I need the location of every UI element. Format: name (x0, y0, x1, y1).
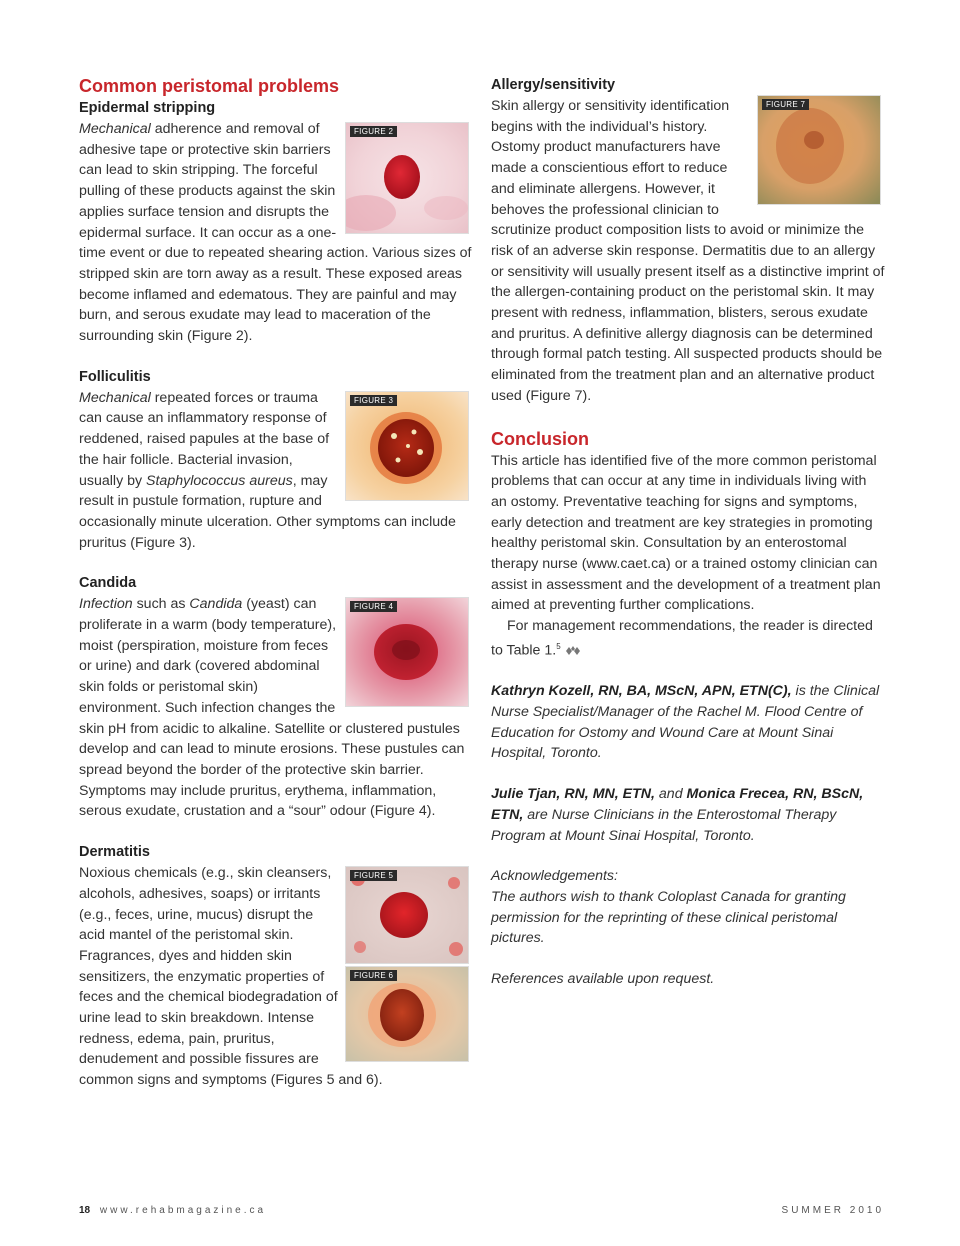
footer-left (79, 1205, 266, 1216)
references-note: References available upon request. (491, 971, 715, 988)
candida-heading: Candida (79, 575, 137, 592)
epidermal-text: Mechanical adherence and removal of adhesive tape or protective skin barriers can lead to skin stripping. The forceful pulling of these products against the skin applies surface tension and disrupts the epidermal surface. It can occur as a one-time event or due to repeated shearing action. Various sizes of stripped skin are torn away as a result. These exposed areas become inflamed and edematous. They are painful and may burn, and serous exudate may lead to maceration of the surrounding skin (Figure 2). (79, 121, 472, 345)
dermatitis-text: Noxious chemicals (e.g., skin cleansers, alcohols, adhesives, soaps) or irritants (e.g., feces, urine, mucus) disrupt the acid mantel of the peristomal skin. Fragrances, dyes and hidden skin sensitizers, the enzymatic properties of feces and the chemical biodegradation of urine lead to skin breakdown. Intense redness, edema, pain, pruritus, denudement and possible fissures are common signs and symptoms (Figures 5 and 6). (79, 865, 383, 1089)
figure-5 (346, 867, 468, 963)
bio-tjan-frecea: Julie Tjan, RN, MN, ETN, and Monica Frecea, RN, BScN, ETN, are Nurse Clinicians in the Enterostomal Therapy Program at Mount Sinai Hospital, Toronto. (491, 786, 864, 844)
folliculitis-text: Mechanical repeated forces or trauma can cause an inflammatory response of reddened, raised papules at the base of the hair follicle. Bacterial invasion, usually by Staphylococcus aureus, may result in pustule formation, rupture and occasionally minute ulceration. Other symptoms can include pruritus (Figure 3). (79, 389, 456, 551)
figure-7-label: FIGURE 7 (762, 99, 809, 110)
page-number: 18 (79, 1205, 91, 1216)
figure-3 (346, 392, 468, 500)
allergy-heading: Allergy/sensitivity (491, 77, 616, 93)
figure-4-label: FIGURE 4 (350, 601, 397, 612)
figure-4 (346, 598, 468, 706)
acknowledgements-text: The authors wish to thank Coloplast Canada for granting permission for the reprinting of these clinical peristomal pictures. (491, 888, 846, 947)
issue-label: SUMMER 2010 (781, 1205, 884, 1216)
figure-7 (758, 96, 880, 204)
conclusion-text: This article has identified five of the more common peristomal problems that can occur at any time in individuals living with an ostomy. Preventative teaching for signs and symptoms, early detection and treatment are key strategies in promoting healthy peristomal skin. Consultation by an enterostomal therapy nurse (www.caet.ca) or a trained ostomy clinician can assist in assessment and the development of a treatment plan aimed at preventing further complications. (491, 452, 881, 614)
website-link[interactable]: www.rehabmagazine.ca (99, 1205, 267, 1216)
acknowledgements-heading: Acknowledgements: (491, 868, 618, 885)
dermatitis-heading: Dermatitis (79, 844, 150, 861)
figure-5-label: FIGURE 5 (350, 870, 397, 881)
bio-kozell: Kathryn Kozell, RN, BA, MScN, APN, ETN(C), is the Clinical Nurse Specialist/Manager of the Rachel M. Flood Centre of Education for Ostomy and Wound Care at Mount Sinai Hospital, Toronto. (491, 683, 880, 762)
end-mark-icon (565, 646, 581, 656)
figure-2 (346, 123, 468, 233)
conclusion-heading: Conclusion (491, 428, 589, 449)
section-title: Common peristomal problems (79, 76, 340, 96)
candida-text: Infection such as Candida (yeast) can proliferate in a warm (body temperature), moist (perspiration, moisture from feces or urine) and dark (covered abdominal skin folds or peristomal skin) environment. Such infection changes the skin pH from acidic to alkaline. Satellite or clustered pustules develop and can lead to minute erosions. These pustules can spread beyond the border of the protective skin barrier. Symptoms may include pruritus, erythema, inflammation, serous exudate, crustation and a “sour” odour (Figure 4). (79, 596, 465, 820)
figure-2-label: FIGURE 2 (350, 126, 397, 137)
right-column (491, 74, 886, 990)
conclusion-text-2: For management recommendations, the reader is directed to Table 1.$^5$ (491, 618, 873, 659)
folliculitis-heading: Folliculitis (79, 368, 151, 385)
figure-6 (346, 967, 468, 1061)
left-column (79, 74, 474, 1091)
allergy-text: Skin allergy or sensitivity identification begins with the individual’s history. Ostomy product manufacturers have made a conscientious effort to reduce and eliminate allergens. However, it behoves the professional clinician to scrutinize product composition lists to avoid or minimize the risk of an adverse skin response. Dermatitis due to an allergy or sensitivity will usually present itself as a distinctive imprint of the allergen-containing product on the peristomal skin. It may present with redness, inflammation, blisters, serous exudate and pruritus. A definitive allergy diagnosis can be determined through formal patch testing. All suspected products should be eliminated from the treatment plan and an alternative product used (Figure 7). (491, 98, 885, 404)
figure-6-label: FIGURE 6 (350, 970, 397, 981)
figure-3-label: FIGURE 3 (350, 395, 397, 406)
epidermal-heading: Epidermal stripping (79, 100, 216, 116)
